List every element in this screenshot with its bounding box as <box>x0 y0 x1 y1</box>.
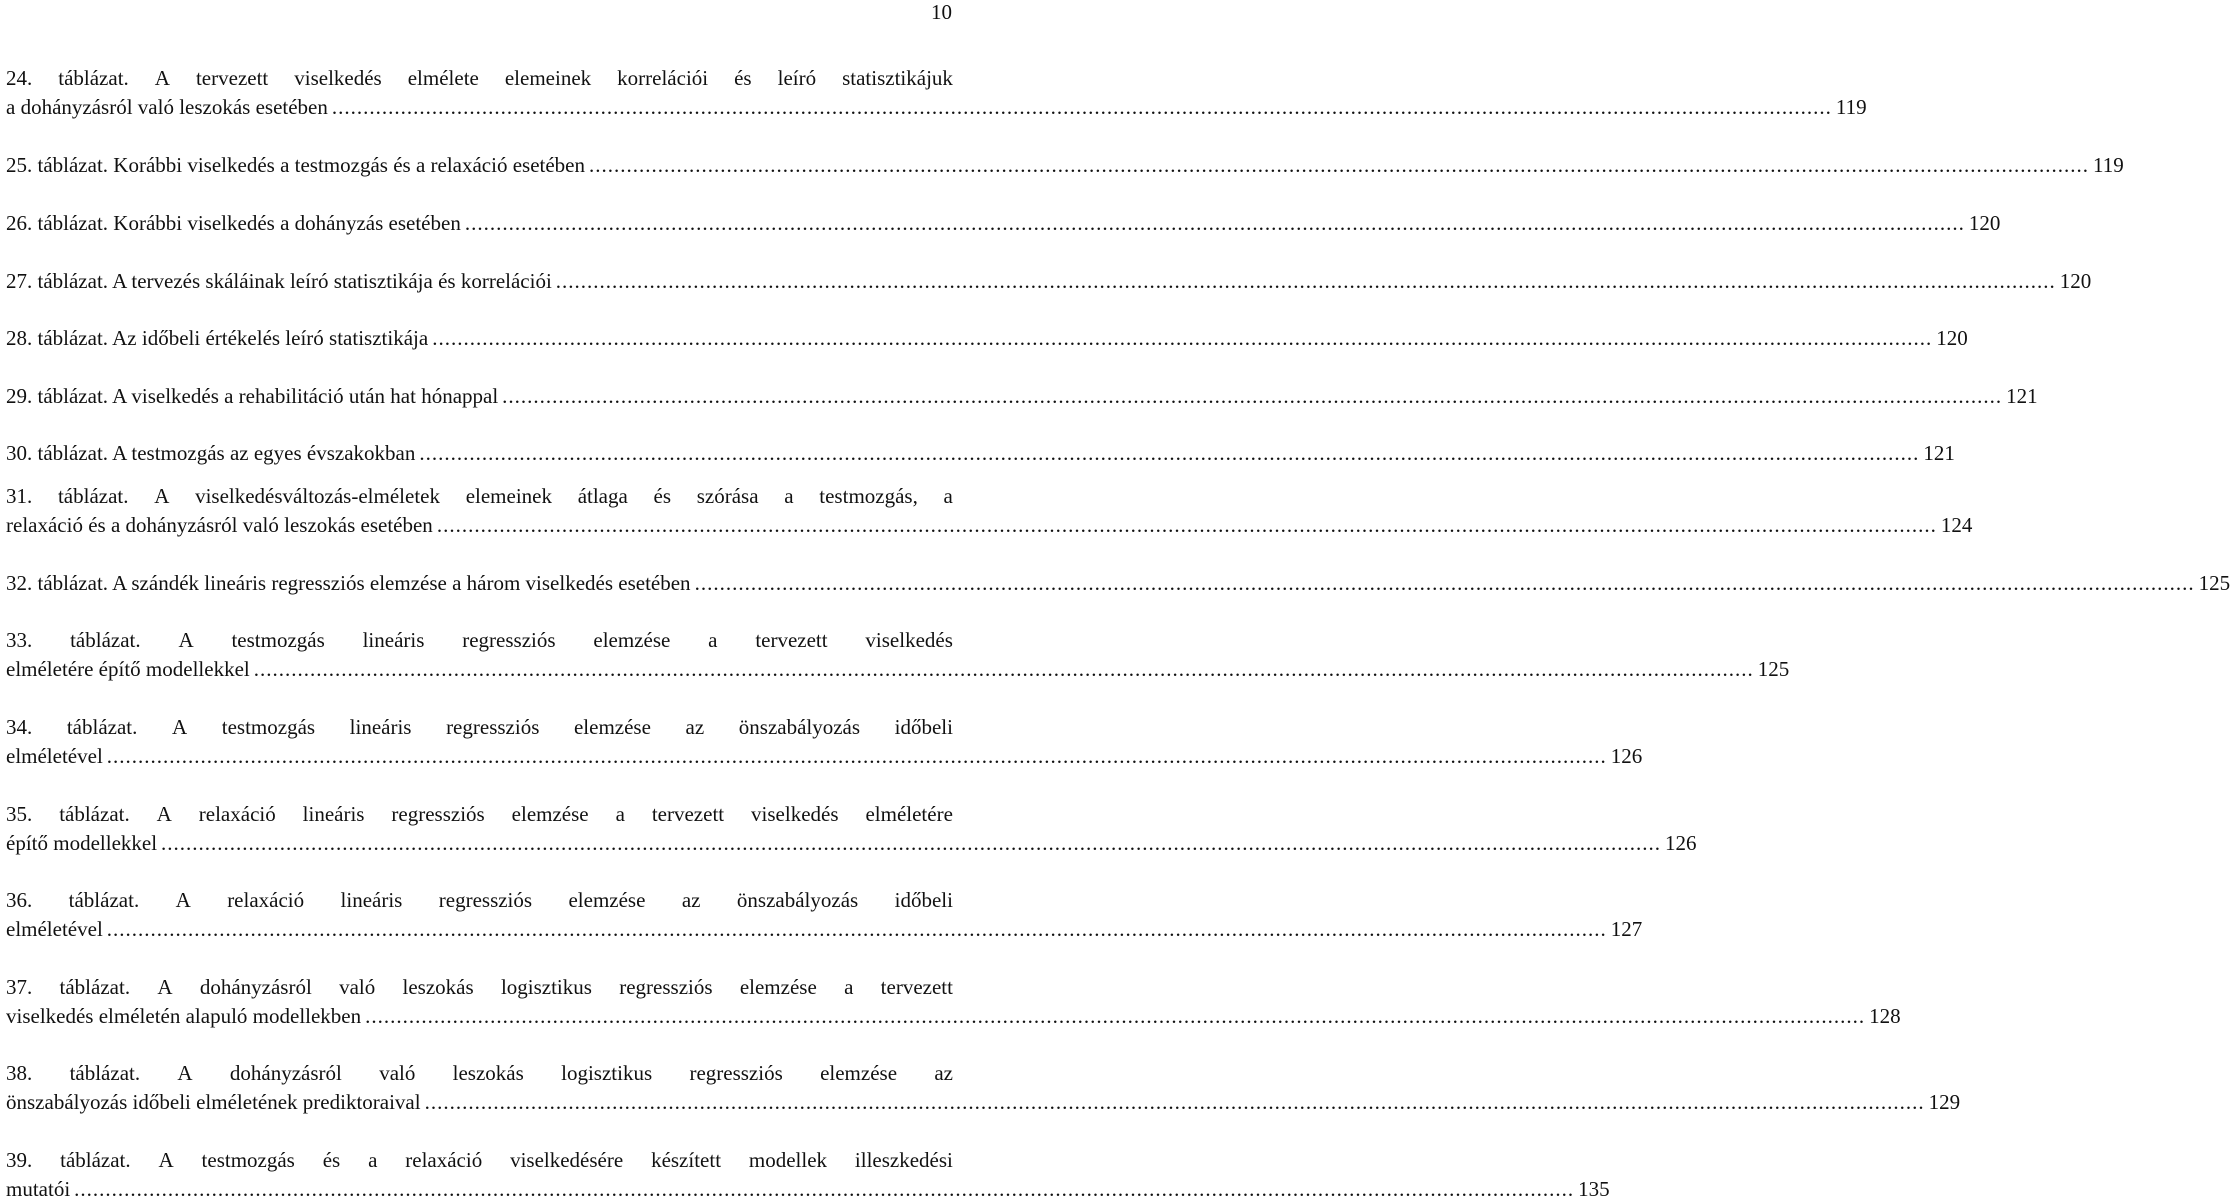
page-number: 10 <box>931 0 952 24</box>
toc-entry[interactable] <box>6 439 1955 468</box>
entry-page-number: 135 <box>1578 1177 1610 1201</box>
entry-title-line <box>6 886 953 915</box>
entry-title-word: elemzése <box>739 975 817 999</box>
entry-title-word: viselkedésváltozás-elméletek <box>195 484 440 508</box>
entry-page-number: 127 <box>1610 917 1643 941</box>
entry-title-word: testmozgás <box>231 628 325 652</box>
entry-title-line <box>6 511 1973 540</box>
toc-entry[interactable] <box>6 482 1973 540</box>
entry-title-word: A <box>154 66 170 90</box>
entry-title-word: tervezett <box>880 975 953 999</box>
entry-title-line <box>6 439 1955 468</box>
entry-title-word: elméletére <box>865 802 953 826</box>
entry-title-word: időbeli <box>894 715 953 739</box>
entry-title-line <box>6 742 1643 771</box>
entry-title-word: A <box>178 628 194 652</box>
entry-title-line <box>6 1175 1610 1204</box>
entry-title-word: táblázat. <box>59 802 130 826</box>
entry-title-word: lineáris <box>340 888 403 912</box>
entry-title-word: A <box>177 1061 193 1085</box>
entry-title-word: korrelációi <box>617 66 709 90</box>
entry-page-number: 121 <box>2006 384 2038 408</box>
entry-title-word: viselkedés <box>294 66 382 90</box>
toc-entry[interactable] <box>6 64 1867 122</box>
entry-title: 25. táblázat. Korábbi viselkedés a testmozgás és a relaxáció esetében <box>6 153 586 177</box>
entry-title-line <box>6 1146 953 1175</box>
entry-title-word: relaxáció <box>198 802 276 826</box>
toc-entry[interactable] <box>6 713 1643 771</box>
entry-title: viselkedés elméletén alapuló modellekben <box>6 1004 362 1028</box>
entry-title-word: 37. <box>6 975 33 999</box>
entry-title-word: 33. <box>6 628 33 652</box>
entry-title: önszabályozás időbeli elméletének prediktoraival <box>6 1090 421 1114</box>
entry-title-word: statisztikájuk <box>842 66 953 90</box>
toc-entry[interactable] <box>6 1146 1610 1204</box>
entry-title-word: A <box>175 888 191 912</box>
entry-title-line <box>6 324 1968 353</box>
dot-leader <box>589 151 2089 180</box>
entry-title: elméletével <box>6 744 103 768</box>
entry-title-word: táblázat. <box>58 66 129 90</box>
entry-title-word: elemzése <box>568 888 646 912</box>
entry-title-line <box>6 64 953 93</box>
entry-page-number: 120 <box>1936 326 1968 350</box>
dot-leader <box>74 1175 1574 1204</box>
entry-page-number: 126 <box>1610 744 1643 768</box>
entry-title-word: táblázat. <box>59 975 131 999</box>
entry-title: építő modellekkel <box>6 831 158 855</box>
entry-title-word: tervezett <box>755 628 828 652</box>
entry-title-word: készített <box>651 1148 722 1172</box>
toc-entry[interactable] <box>6 886 1643 944</box>
entry-title: relaxáció és a dohányzásról való leszokás esetében <box>6 513 433 537</box>
entry-title-word: viselkedésére <box>510 1148 624 1172</box>
entry-title-word: időbeli <box>894 888 953 912</box>
entry-title-word: A <box>157 975 173 999</box>
entry-title-word: 38. <box>6 1061 33 1085</box>
entry-title-line <box>6 915 1643 944</box>
entry-title: 32. táblázat. A szándék lineáris regressziós elemzése a három viselkedés esetében <box>6 571 691 595</box>
dot-leader <box>161 829 1661 858</box>
entry-title: 28. táblázat. Az időbeli értékelés leíró statisztikája <box>6 326 429 350</box>
entry-title-word: az <box>934 1061 953 1085</box>
dot-leader <box>695 569 2195 598</box>
entry-title-word: relaxáció <box>227 888 305 912</box>
entry-title-word: leíró <box>777 66 817 90</box>
dot-leader <box>254 655 1754 684</box>
entry-title-word: A <box>156 802 172 826</box>
entry-page-number: 119 <box>1835 95 1867 119</box>
entry-title-word: a <box>368 1148 378 1172</box>
entry-title-word: és <box>653 484 672 508</box>
entry-page-number: 121 <box>1923 441 1955 465</box>
entry-title-word: 39. <box>6 1148 33 1172</box>
entry-page-number: 128 <box>1869 1004 1901 1028</box>
entry-title-word: táblázat. <box>60 1148 131 1172</box>
entry-title-word: testmozgás <box>221 715 316 739</box>
entry-title-word: regressziós <box>462 628 556 652</box>
entry-title-word: elmélete <box>407 66 479 90</box>
entry-title: mutatói <box>6 1177 71 1201</box>
entry-title-word: leszokás <box>452 1061 524 1085</box>
entry-title-word: A <box>158 1148 174 1172</box>
entry-title: elméletével <box>6 917 103 941</box>
entry-title-line <box>6 569 2230 598</box>
entry-title-word: elemeinek <box>504 66 592 90</box>
entry-page-number: 119 <box>2093 153 2124 177</box>
entry-title-word: illeszkedési <box>854 1148 953 1172</box>
entry-title-word: az <box>685 715 705 739</box>
entry-title-line <box>6 829 1697 858</box>
entry-title-word: modellek <box>748 1148 828 1172</box>
toc-entry[interactable] <box>6 1059 1961 1117</box>
dot-leader <box>556 267 2056 296</box>
entry-title-line <box>6 713 953 742</box>
entry-title-word: való <box>379 1061 416 1085</box>
entry-page-number: 120 <box>2059 269 2092 293</box>
entry-title-line <box>6 482 953 511</box>
entry-title-word: A <box>154 484 170 508</box>
entry-title-word: lineáris <box>302 802 365 826</box>
dot-leader <box>365 1002 1865 1031</box>
entry-title-line <box>6 1002 1901 1031</box>
entry-title-word: regressziós <box>619 975 713 999</box>
toc-entry[interactable] <box>6 267 2092 296</box>
entry-title-word: szórása <box>696 484 759 508</box>
entry-title-word: logisztikus <box>500 975 592 999</box>
entry-title-word: az <box>681 888 701 912</box>
entry-title-word: a <box>708 628 718 652</box>
entry-page-number: 125 <box>1757 657 1790 681</box>
entry-title-word: 34. <box>6 715 33 739</box>
entry-title-word: regressziós <box>689 1061 783 1085</box>
entry-title-word: táblázat. <box>57 484 129 508</box>
entry-title-line <box>6 655 1790 684</box>
entry-title-word: lineáris <box>362 628 425 652</box>
entry-title-word: dohányzásról <box>229 1061 342 1085</box>
entry-title-word: önszabályozás <box>736 888 859 912</box>
entry-title-word: a <box>784 484 794 508</box>
entry-title-word: elemeinek <box>465 484 552 508</box>
toc-entry[interactable] <box>6 324 1968 353</box>
entry-title-word: táblázat. <box>66 715 138 739</box>
dot-leader <box>107 742 1607 771</box>
toc-entry[interactable] <box>6 569 2230 598</box>
entry-title-line <box>6 973 953 1002</box>
entry-title-word: önszabályozás <box>738 715 861 739</box>
entry-title-word: 36. <box>6 888 33 912</box>
entry-title-word: a <box>844 975 854 999</box>
toc-entry[interactable] <box>6 626 1790 684</box>
entry-page-number: 126 <box>1665 831 1697 855</box>
dot-leader <box>419 439 1919 468</box>
entry-title-word: regressziós <box>438 888 533 912</box>
entry-title-word: dohányzásról <box>199 975 312 999</box>
entry-title-word: viselkedés <box>865 628 953 652</box>
dot-leader <box>432 324 1932 353</box>
entry-title-line <box>6 626 953 655</box>
entry-title: elméletére építő modellekkel <box>6 657 250 681</box>
entry-title-line <box>6 382 2038 411</box>
entry-title-word: 24. <box>6 66 33 90</box>
entry-title-word: testmozgás <box>201 1148 295 1172</box>
entry-title-word: elemzése <box>573 715 651 739</box>
toc-entry[interactable] <box>6 973 1901 1031</box>
entry-title-word: elemzése <box>511 802 589 826</box>
entry-title-line <box>6 209 2001 238</box>
entry-page-number: 129 <box>1928 1090 1961 1114</box>
entry-title-word: tervezett <box>195 66 269 90</box>
entry-title-line <box>6 800 953 829</box>
entry-title: 30. táblázat. A testmozgás az egyes évszakokban <box>6 441 416 465</box>
entry-title: 29. táblázat. A viselkedés a rehabilitáció után hat hónappal <box>6 384 499 408</box>
entry-title: a dohányzásról való leszokás esetében <box>6 95 328 119</box>
entry-title-word: lineáris <box>349 715 412 739</box>
entry-title-word: és <box>734 66 752 90</box>
entry-title-word: relaxáció <box>405 1148 483 1172</box>
entry-title-word: viselkedés <box>751 802 839 826</box>
entry-title-word: táblázat. <box>68 888 140 912</box>
entry-title-word: elemzése <box>593 628 671 652</box>
entry-title-word: leszokás <box>402 975 474 999</box>
toc-entry[interactable] <box>6 382 2038 411</box>
entry-title: 26. táblázat. Korábbi viselkedés a dohányzás esetében <box>6 211 461 235</box>
entry-title-word: a <box>943 484 953 508</box>
entry-title-word: 35. <box>6 802 33 826</box>
entry-title-word: regressziós <box>391 802 485 826</box>
dot-leader <box>437 511 1937 540</box>
entry-title-word: testmozgás, <box>819 484 918 508</box>
entry-title-line <box>6 151 2124 180</box>
entry-title-word: való <box>339 975 376 999</box>
entry-title-word: 31. <box>6 484 33 508</box>
entry-title-word: regressziós <box>446 715 540 739</box>
entry-title-word: táblázat. <box>69 1061 141 1085</box>
entry-title-word: a <box>615 802 625 826</box>
entry-title-line <box>6 1059 953 1088</box>
entry-title-word: logisztikus <box>561 1061 653 1085</box>
entry-title-line <box>6 93 1867 122</box>
entry-page-number: 120 <box>1968 211 2001 235</box>
entry-title-word: táblázat. <box>70 628 141 652</box>
toc-entry[interactable] <box>6 800 1697 858</box>
entry-title: 27. táblázat. A tervezés skáláinak leíró statisztikája és korrelációi <box>6 269 552 293</box>
entry-title-line <box>6 1088 1961 1117</box>
toc-entry[interactable] <box>6 151 2124 180</box>
entry-page-number: 125 <box>2198 571 2230 595</box>
entry-title-line <box>6 267 2092 296</box>
entry-title-word: átlaga <box>577 484 628 508</box>
entry-title-word: és <box>322 1148 341 1172</box>
dot-leader <box>502 382 2002 411</box>
toc-entry[interactable] <box>6 209 2001 238</box>
dot-leader <box>332 93 1832 122</box>
entry-title-word: tervezett <box>651 802 725 826</box>
entry-title-word: A <box>171 715 188 739</box>
entry-page-number: 124 <box>1940 513 1973 537</box>
dot-leader <box>465 209 1965 238</box>
dot-leader <box>425 1088 1925 1117</box>
entry-title-word: elemzése <box>820 1061 898 1085</box>
dot-leader <box>107 915 1607 944</box>
